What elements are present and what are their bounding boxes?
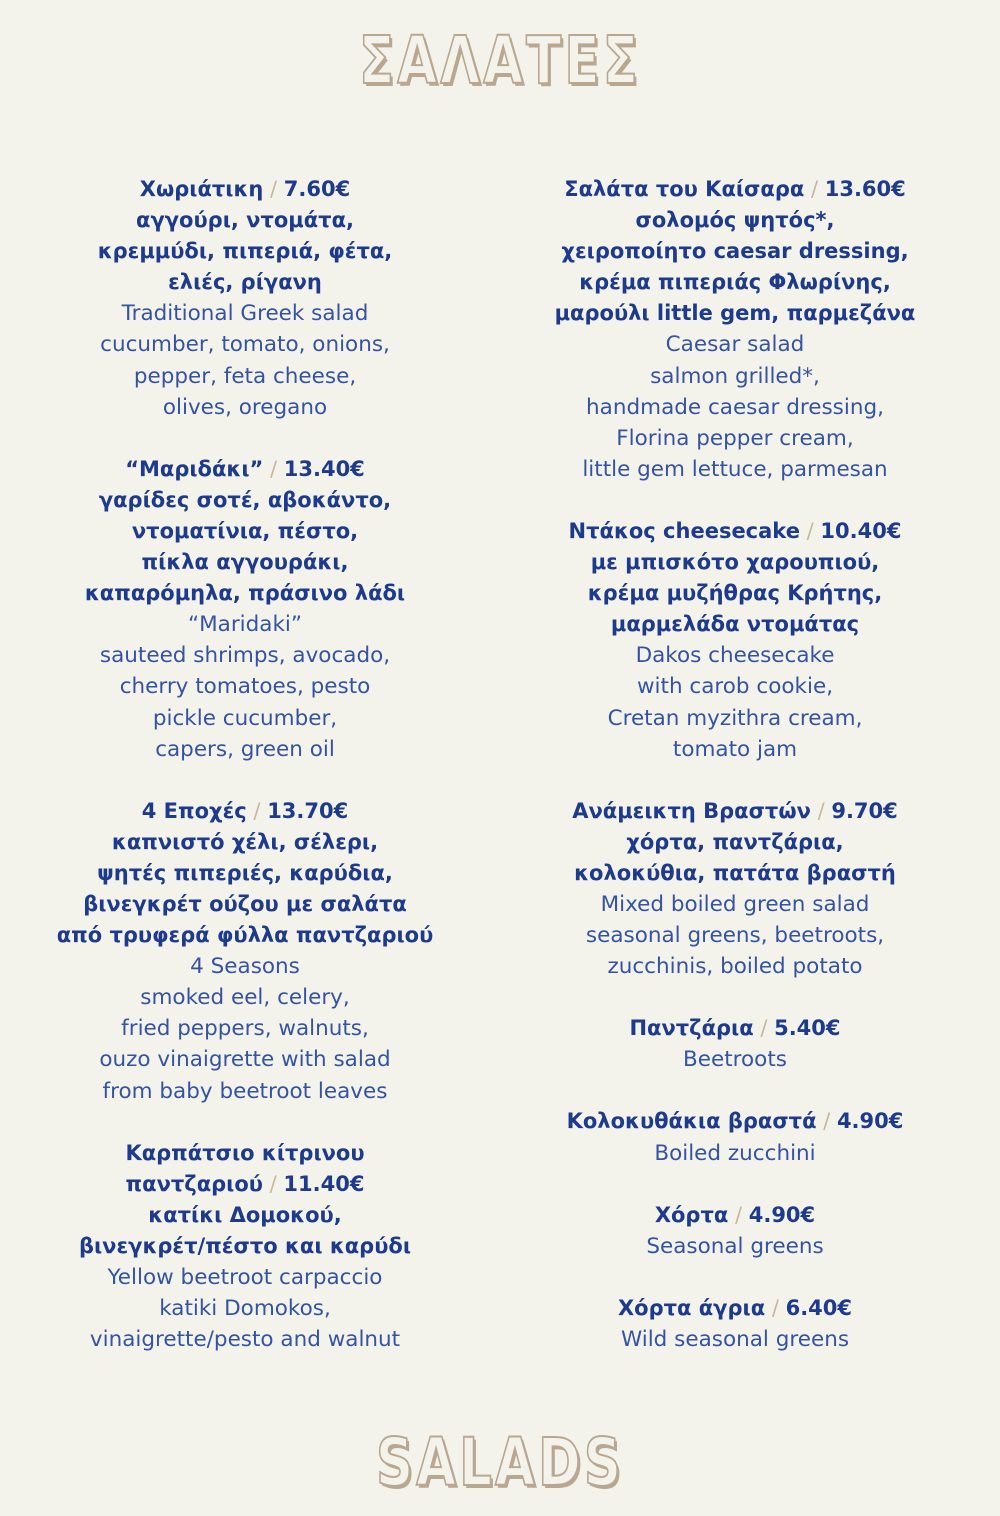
price-separator: / bbox=[804, 177, 825, 201]
item-price: 13.70€ bbox=[267, 798, 349, 823]
price-separator: / bbox=[810, 798, 832, 823]
item-price: 5.40€ bbox=[774, 1016, 841, 1041]
item-heading bbox=[20, 796, 470, 827]
price-separator: / bbox=[816, 1109, 837, 1134]
item-name: παντζαριού bbox=[125, 1171, 263, 1196]
item-price: 4.90€ bbox=[748, 1202, 816, 1227]
item-description-greek: πίκλα αγγουράκι, bbox=[141, 550, 349, 575]
item-description-english: Beetroots bbox=[683, 1047, 787, 1073]
item-heading bbox=[510, 796, 960, 827]
item-description-greek: από τρυφερά φύλλα παντζαριού bbox=[56, 923, 434, 948]
item-name: Χόρτα bbox=[654, 1202, 729, 1227]
item-description-english: sauteed shrimps, avocado, bbox=[99, 643, 391, 669]
menu-item bbox=[510, 516, 960, 765]
item-price: 7.60€ bbox=[283, 177, 351, 201]
item-description-greek: χόρτα, παντζάρια, bbox=[626, 829, 844, 854]
item-description-greek: ελιές, ρίγανη bbox=[168, 270, 322, 295]
item-description-english: zucchinis, boiled potato bbox=[607, 954, 863, 980]
menu-item bbox=[20, 1138, 470, 1356]
item-description-english: olives, oregano bbox=[162, 394, 328, 420]
item-description-english: from baby beetroot leaves bbox=[102, 1078, 388, 1104]
price-separator: / bbox=[753, 1016, 775, 1041]
item-description-english: Mixed boiled green salad bbox=[600, 891, 870, 917]
item-description-greek: καπαρόμηλα, πράσινο λάδι bbox=[84, 581, 406, 606]
item-description-english: Seasonal greens bbox=[646, 1233, 824, 1259]
page-title-greek: ΣΑΛΑΤΕΣ bbox=[359, 22, 641, 99]
item-description-english: cucumber, tomato, onions, bbox=[100, 332, 390, 358]
item-description-english: Boiled zucchini bbox=[654, 1140, 816, 1166]
item-heading bbox=[510, 1200, 960, 1231]
menu-item bbox=[20, 174, 470, 423]
menu-item bbox=[510, 174, 960, 485]
item-description-english: Yellow beetroot carpaccio bbox=[107, 1265, 383, 1290]
item-description-english: Florina pepper cream, bbox=[616, 425, 854, 451]
item-name: Κολοκυθάκια βραστά bbox=[566, 1109, 817, 1134]
item-price: 4.90€ bbox=[836, 1109, 904, 1134]
menu-column-left bbox=[20, 174, 470, 1386]
item-description-greek: μαρμελάδα ντομάτας bbox=[610, 612, 860, 637]
price-separator: / bbox=[263, 456, 284, 481]
menu-item bbox=[510, 796, 960, 983]
item-description-english: seasonal greens, beetroots, bbox=[585, 923, 885, 949]
item-name: Παντζάρια bbox=[629, 1016, 754, 1041]
item-description-english: pepper, feta cheese, bbox=[133, 363, 357, 389]
menu-item bbox=[510, 1106, 960, 1168]
item-description-greek: γαρίδες σοτέ, αβοκάντο, bbox=[98, 487, 392, 512]
item-description-greek: ψητές πιπεριές, καρύδια, bbox=[97, 860, 393, 885]
item-description-english: Wild seasonal greens bbox=[620, 1326, 850, 1352]
item-price: 11.40€ bbox=[283, 1171, 365, 1196]
item-description-greek: κατίκι Δομοκού, bbox=[148, 1202, 342, 1227]
item-price: 13.60€ bbox=[824, 177, 906, 201]
price-separator: / bbox=[263, 177, 284, 201]
item-heading bbox=[20, 454, 470, 485]
item-description-english: “Maridaki” bbox=[187, 612, 303, 638]
item-name: Χωριάτικη bbox=[139, 177, 264, 201]
item-name: Ντάκος cheesecake bbox=[568, 518, 800, 543]
item-description-greek: ντοματίνια, πέστο, bbox=[131, 518, 359, 543]
item-heading bbox=[20, 1169, 470, 1200]
item-name: 4 Εποχές bbox=[141, 798, 247, 823]
item-description-greek: με μπισκότο χαρουπιού, bbox=[590, 550, 880, 575]
item-heading bbox=[20, 174, 470, 205]
item-description-english: with carob cookie, bbox=[636, 674, 834, 700]
item-description-english: fried peppers, walnuts, bbox=[121, 1016, 369, 1042]
item-price: 13.40€ bbox=[283, 456, 365, 481]
item-heading bbox=[510, 1293, 960, 1324]
item-description-english: Cretan myzithra cream, bbox=[607, 705, 863, 731]
item-description-english: salmon grilled*, bbox=[650, 363, 820, 389]
item-description-greek: χειροποίητο caesar dressing, bbox=[561, 239, 909, 264]
item-description-greek: μαρούλι little gem, παρμεζάνα bbox=[554, 301, 916, 326]
item-description-english: capers, green oil bbox=[155, 736, 335, 762]
item-heading bbox=[510, 516, 960, 547]
item-description-greek: κολοκύθια, πατάτα βραστή bbox=[574, 860, 896, 885]
item-description-english: Caesar salad bbox=[665, 332, 805, 358]
menu-column-right bbox=[510, 174, 960, 1386]
item-description-english: cherry tomatoes, pesto bbox=[119, 674, 371, 700]
item-description-greek: κρεμμύδι, πιπεριά, φέτα, bbox=[97, 239, 393, 264]
item-description-greek: κρέμα πιπεριάς Φλωρίνης, bbox=[579, 270, 891, 295]
menu-item bbox=[510, 1200, 960, 1262]
item-name: Ανάμεικτη Βραστών bbox=[572, 798, 811, 823]
item-description-english: handmade caesar dressing, bbox=[586, 394, 884, 420]
item-description-greek: κρέμα μυζήθρας Κρήτης, bbox=[587, 581, 883, 606]
item-description-english: vinaigrette/pesto and walnut bbox=[89, 1327, 401, 1353]
item-description-greek: αγγούρι, ντομάτα, bbox=[136, 208, 354, 233]
item-description-greek: βινεγκρέτ ούζου με σαλάτα bbox=[83, 891, 407, 916]
item-name: Σαλάτα του Καίσαρα bbox=[564, 177, 805, 201]
item-description-english: tomato jam bbox=[672, 736, 798, 762]
item-heading bbox=[510, 1106, 960, 1137]
item-price: 9.70€ bbox=[831, 798, 898, 823]
price-separator: / bbox=[799, 518, 821, 543]
price-separator: / bbox=[262, 1171, 284, 1196]
item-description-english: smoked eel, celery, bbox=[140, 985, 350, 1011]
item-description-english: pickle cucumber, bbox=[152, 705, 338, 731]
menu-item bbox=[510, 1013, 960, 1075]
price-separator: / bbox=[765, 1295, 786, 1320]
item-description-english: Traditional Greek salad bbox=[121, 301, 369, 327]
item-price: 6.40€ bbox=[785, 1295, 853, 1320]
item-name: “Μαριδάκι” bbox=[125, 456, 264, 481]
menu-item bbox=[20, 796, 470, 1107]
price-separator: / bbox=[246, 798, 268, 823]
price-separator: / bbox=[728, 1202, 749, 1227]
item-description-english: 4 Seasons bbox=[190, 954, 300, 980]
item-price: 10.40€ bbox=[820, 518, 902, 543]
item-description-english: Dakos cheesecake bbox=[635, 643, 835, 669]
item-name-line: Καρπάτσιο κίτρινου bbox=[125, 1140, 365, 1165]
item-description-english: ouzo vinaigrette with salad bbox=[99, 1047, 391, 1073]
item-description-english: little gem lettuce, parmesan bbox=[582, 456, 888, 482]
page-title-english: SALADS bbox=[375, 1424, 625, 1501]
item-description-english: katiki Domokos, bbox=[159, 1296, 331, 1322]
item-description-greek: σολομός ψητός*, bbox=[635, 208, 835, 233]
menu-item bbox=[510, 1293, 960, 1355]
item-description-greek: καπνιστό χέλι, σέλερι, bbox=[111, 829, 379, 854]
item-heading bbox=[510, 174, 960, 205]
menu-item bbox=[20, 454, 470, 765]
item-description-greek: βινεγκρέτ/πέστο και καρύδι bbox=[78, 1233, 412, 1258]
item-name: Χόρτα άγρια bbox=[617, 1295, 766, 1320]
item-heading bbox=[510, 1013, 960, 1044]
